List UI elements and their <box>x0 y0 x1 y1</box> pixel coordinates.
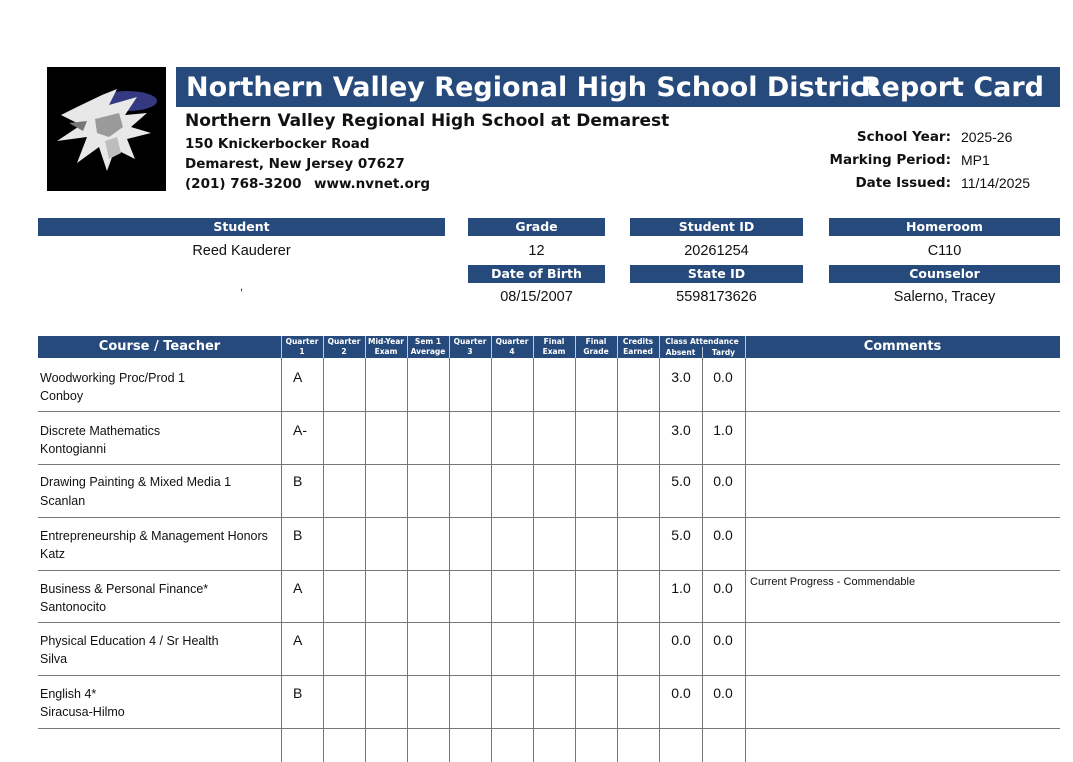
date-issued-label: Date Issued: <box>855 175 951 191</box>
school-address-line2: Demarest, New Jersey 07627 <box>185 156 405 172</box>
absent-count: 0.0 <box>671 685 691 701</box>
row-divider <box>38 517 1060 518</box>
absent-count: 5.0 <box>671 473 691 489</box>
col-header-tardy: Tardy <box>711 348 736 357</box>
school-phone: (201) 768-3200 <box>185 176 302 192</box>
col-header-mid-year-exam: Mid-Year Exam <box>367 337 404 356</box>
dob-value: 08/15/2007 <box>500 289 573 305</box>
header-divider <box>533 336 534 358</box>
col-header-quarter-3: Quarter 3 <box>453 337 487 356</box>
grades-table-header <box>38 336 1060 358</box>
table-divider <box>281 358 282 762</box>
table-divider <box>533 358 534 762</box>
header-divider <box>659 336 660 358</box>
header-divider <box>407 336 408 358</box>
tardy-count: 0.0 <box>713 580 733 596</box>
grade-header: Grade <box>468 218 605 236</box>
teacher-name: Siracusa-Hilmo <box>40 705 125 719</box>
row-divider <box>38 728 1060 729</box>
quarter1-grade: B <box>293 473 303 489</box>
homeroom-header: Homeroom <box>829 218 1060 236</box>
district-title: Northern Valley Regional High School District <box>186 72 879 103</box>
quarter1-grade: B <box>293 685 303 701</box>
course-name: Drawing Painting & Mixed Media 1 <box>40 475 232 489</box>
row-divider <box>38 570 1060 571</box>
teacher-name: Silva <box>40 652 68 666</box>
course-name: Woodworking Proc/Prod 1 <box>40 371 185 385</box>
school-name: Northern Valley Regional High School at Demarest <box>185 111 670 131</box>
header-divider <box>745 336 746 358</box>
col-header-quarter-4: Quarter 4 <box>495 337 529 356</box>
school-website: www.nvnet.org <box>314 176 431 192</box>
course-name: Business & Personal Finance* <box>40 582 209 596</box>
col-header-absent: Absent <box>665 348 696 357</box>
counselor-header: Counselor <box>829 265 1060 283</box>
teacher-name: Conboy <box>40 389 84 403</box>
header-divider <box>365 336 366 358</box>
absent-count: 5.0 <box>671 527 691 543</box>
grade-value: 12 <box>528 243 545 259</box>
school-address-line1: 150 Knickerbocker Road <box>185 136 370 152</box>
absent-count: 3.0 <box>671 422 691 438</box>
col-header-class-attendance: Class Attendance <box>665 337 739 346</box>
quarter1-grade: A <box>293 632 303 648</box>
quarter1-grade: A <box>293 369 303 385</box>
quarter1-grade: B <box>293 527 303 543</box>
table-divider <box>575 358 576 762</box>
date-issued-value: 11/14/2025 <box>961 175 1031 191</box>
state-id-value: 5598173626 <box>676 289 757 305</box>
marking-period-label: Marking Period: <box>829 152 951 168</box>
header-divider <box>491 336 492 358</box>
table-divider <box>702 358 703 762</box>
tardy-count: 0.0 <box>713 685 733 701</box>
school-year-label: School Year: <box>856 129 951 145</box>
table-divider <box>323 358 324 762</box>
course-teacher-header: Course / Teacher <box>98 339 221 354</box>
table-divider <box>491 358 492 762</box>
absent-count: 0.0 <box>671 632 691 648</box>
teacher-name: Kontogianni <box>40 442 107 456</box>
school-year-value: 2025-26 <box>961 129 1013 145</box>
student-name: Reed Kauderer <box>192 243 291 259</box>
row-divider <box>38 622 1060 623</box>
row-divider <box>38 464 1060 465</box>
table-divider <box>365 358 366 762</box>
homeroom-value: C110 <box>927 243 962 259</box>
col-header-credits-earned: Credits Earned <box>622 337 654 356</box>
tardy-count: 0.0 <box>713 632 733 648</box>
absent-count: 1.0 <box>671 580 691 596</box>
quarter1-grade: A <box>293 580 303 596</box>
table-divider <box>407 358 408 762</box>
counselor-value: Salerno, Tracey <box>893 289 996 305</box>
table-divider <box>745 358 746 762</box>
title-banner <box>176 67 1060 107</box>
student-id-value: 20261254 <box>684 243 749 259</box>
marking-period-value: MP1 <box>961 152 990 168</box>
table-divider <box>659 358 660 762</box>
absent-count: 3.0 <box>671 369 691 385</box>
comments-header: Comments <box>863 339 942 354</box>
header-divider <box>575 336 576 358</box>
table-divider <box>617 358 618 762</box>
table-divider <box>449 358 450 762</box>
col-header-sem1-average: Sem 1 Average <box>410 337 446 356</box>
col-header-final-grade: Final Grade <box>583 337 609 356</box>
row-divider <box>38 675 1060 676</box>
report-card-title: Report Card <box>860 72 1044 103</box>
header-divider <box>702 347 703 358</box>
course-name: Physical Education 4 / Sr Health <box>40 634 219 648</box>
tardy-count: 1.0 <box>713 422 733 438</box>
viking-logo-icon <box>47 67 166 191</box>
col-header-quarter-2: Quarter 2 <box>327 337 361 356</box>
teacher-name: Scanlan <box>40 494 86 508</box>
student-header: Student <box>38 218 445 236</box>
tardy-count: 0.0 <box>713 369 733 385</box>
course-name: Discrete Mathematics <box>40 424 161 438</box>
state-id-header: State ID <box>630 265 803 283</box>
header-divider <box>281 336 282 358</box>
comment: Current Progress - Commendable <box>750 576 916 588</box>
col-header-final-exam: Final Exam <box>542 337 566 356</box>
student-id-header: Student ID <box>630 218 803 236</box>
col-header-quarter-1: Quarter 1 <box>285 337 319 356</box>
tardy-count: 0.0 <box>713 473 733 489</box>
student-extra: , <box>239 281 244 293</box>
header-divider <box>323 336 324 358</box>
dob-header: Date of Birth <box>468 265 605 283</box>
header-divider <box>449 336 450 358</box>
tardy-count: 0.0 <box>713 527 733 543</box>
quarter1-grade: A- <box>293 422 307 438</box>
teacher-name: Katz <box>40 547 66 561</box>
header-divider <box>617 336 618 358</box>
course-name: Entrepreneurship & Management Honors <box>40 529 268 543</box>
course-name: English 4* <box>40 687 97 701</box>
teacher-name: Santonocito <box>40 600 107 614</box>
row-divider <box>38 411 1060 412</box>
